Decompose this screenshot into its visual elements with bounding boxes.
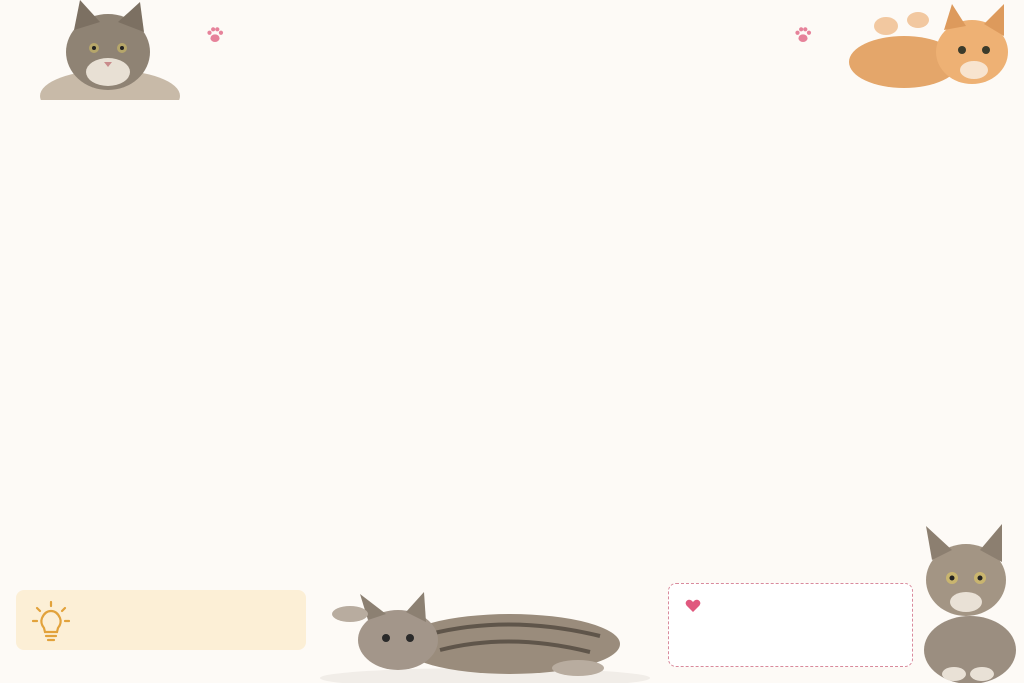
fact-callout-dreams bbox=[16, 590, 306, 650]
paw-print-icon bbox=[792, 24, 814, 46]
lying-tabby-kitten-photo bbox=[320, 584, 650, 683]
sitting-tabby-kitten-photo bbox=[908, 520, 1024, 683]
heart-icon bbox=[685, 599, 701, 613]
tabby-cat-photo bbox=[0, 0, 180, 100]
paw-print-icon bbox=[204, 24, 226, 46]
ginger-kitten-photo bbox=[844, 0, 1024, 100]
lightbulb-icon bbox=[32, 600, 70, 642]
love-cats-callout bbox=[668, 583, 913, 667]
